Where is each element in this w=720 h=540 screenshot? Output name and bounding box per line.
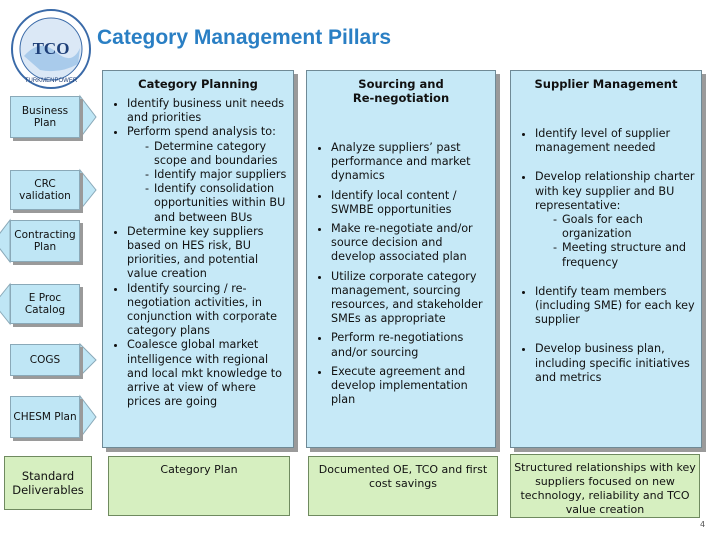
- arrow-icon: [80, 344, 98, 376]
- deliverable-supplier: Structured relationships with key suppliers focused on new technology, reliability and TCO value creation: [510, 454, 700, 518]
- list-item: • Develop business plan, including specific initiatives and metrics: [535, 342, 695, 385]
- list-item: - Meeting structure and frequency: [553, 241, 695, 269]
- tab-chesm-plan[interactable]: CHESM Plan: [10, 396, 80, 438]
- list-item: • Identify team members (including SME) for each key supplier: [535, 285, 695, 328]
- pillar-sourcing: [306, 70, 496, 448]
- arrow-icon: [0, 284, 10, 324]
- tab-contracting-plan[interactable]: Contracting Plan: [10, 220, 80, 262]
- page-number: 4: [700, 520, 706, 529]
- pillar-heading: Sourcing and Re-negotiation: [352, 77, 450, 105]
- list-item: • Develop relationship charter with key supplier and BU representative: - Goals for each organization - Meeting structure and frequency: [535, 170, 695, 269]
- list-item: • Identify local content / SWMBE opportunities: [331, 189, 489, 217]
- svg-text:TURKMENPOWER: TURKMENPOWER: [24, 78, 78, 84]
- list-item: • Coalesce global market intelligence with regional and local mkt knowledge to arrive at view of where prices are going: [127, 338, 287, 409]
- list-item: • Make re-negotiate and/or source decision and develop associated plan: [331, 222, 489, 265]
- arrow-icon: [0, 220, 10, 262]
- arrow-icon: [80, 170, 98, 210]
- list-item: • Determine key suppliers based on HES risk, BU priorities, and potential value creation: [127, 225, 287, 282]
- deliverable-sourcing: Documented OE, TCO and first cost savings: [308, 456, 498, 516]
- deliverables-label: Standard Deliverables: [4, 456, 92, 510]
- list-item: - Identify consolidation opportunities within BU and between BUs: [145, 182, 287, 225]
- tab-cogs[interactable]: COGS: [10, 344, 80, 376]
- tab-crc-validation[interactable]: CRC validation: [10, 170, 80, 210]
- arrow-icon: [80, 396, 98, 438]
- list-item: • Perform re-negotiations and/or sourcing: [331, 331, 489, 359]
- svg-text:TCO: TCO: [32, 39, 70, 58]
- page-title: Category Management Pillars: [97, 26, 392, 49]
- tab-e-proc-catalog[interactable]: E Proc Catalog: [10, 284, 80, 324]
- tco-logo: [10, 8, 92, 90]
- pillar-heading: Category Planning: [138, 77, 258, 91]
- list-item: • Analyze suppliers’ past performance and market dynamics: [331, 141, 489, 184]
- list-item: • Identify sourcing / re-negotiation activities, in conjunction with corporate category plans: [127, 282, 287, 339]
- arrow-icon: [80, 96, 98, 138]
- list-item: • Perform spend analysis to: - Determine category scope and boundaries - Identify major suppliers - Identify consolidation opportunities within BU and between BUs: [127, 125, 287, 224]
- list-item: • Identify business unit needs and priorities: [127, 97, 287, 125]
- list-item: • Utilize corporate category management, sourcing resources, and stakeholder SMEs as appropriate: [331, 270, 489, 327]
- deliverable-category-plan: Category Plan: [108, 456, 290, 516]
- pillar-supplier-management: [510, 70, 702, 448]
- list-item: • Identify level of supplier management needed: [535, 127, 695, 155]
- list-item: - Determine category scope and boundaries: [145, 140, 287, 168]
- list-item: - Identify major suppliers: [145, 168, 287, 182]
- pillar-heading: Supplier Management: [534, 77, 678, 91]
- list-item: • Execute agreement and develop implementation plan: [331, 365, 489, 408]
- pillar-category-planning: [102, 70, 294, 448]
- tab-business-plan[interactable]: Business Plan: [10, 96, 80, 138]
- list-item: - Goals for each organization: [553, 213, 695, 241]
